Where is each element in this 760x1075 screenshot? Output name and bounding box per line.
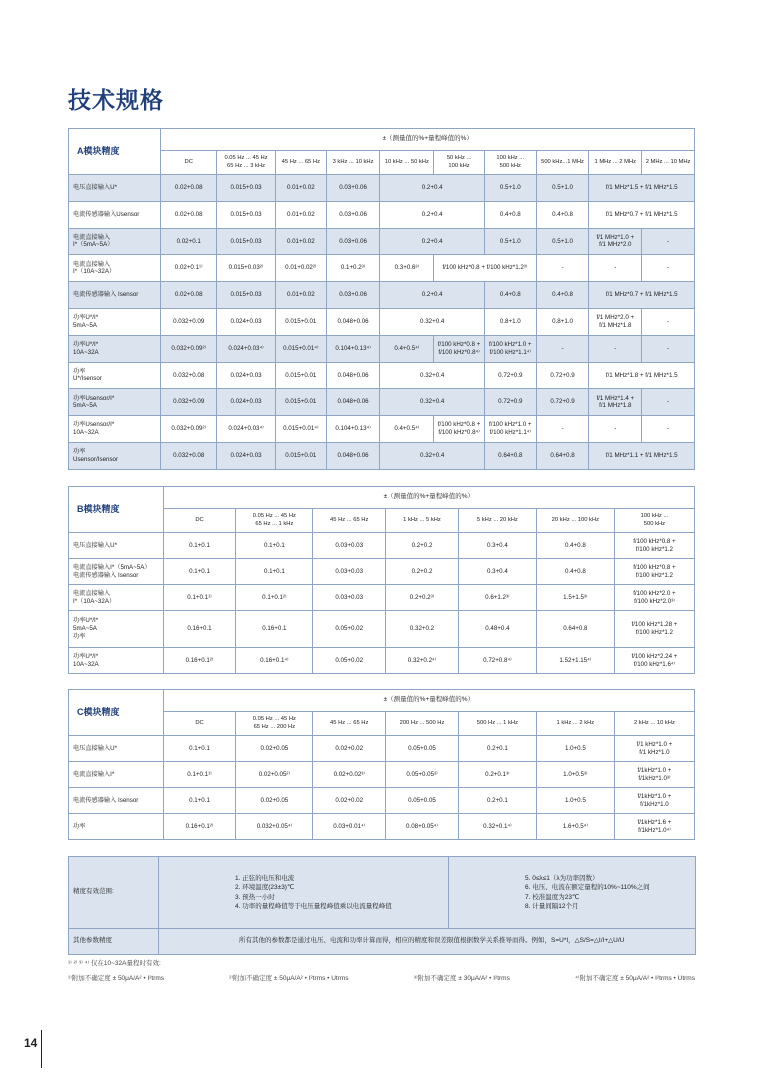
table-cell: 0.05+0.02	[313, 648, 386, 674]
table-cell: 0.024+0.03	[217, 389, 276, 416]
row-label: 电压直接输入U*	[69, 533, 164, 559]
validity-item: 5. 0≤λ≤1（λ为功率因数）	[525, 874, 599, 882]
table-row	[69, 533, 695, 559]
table-cell: 0.032+0.09	[161, 308, 217, 335]
table-cell: -	[642, 228, 695, 255]
table-cell: f/100 kHz*2.0 + f/100 kHz*2.0³⁾	[614, 585, 694, 611]
table-cell: 0.32+0.4	[380, 442, 484, 469]
table-cell: 0.02+0.05²⁾	[236, 762, 313, 788]
row-label: 功率U*/I* 5mA~5A 功率	[69, 611, 164, 648]
validity-item: 6. 电压、电流在额定量程的10%~110%之间	[525, 884, 650, 892]
table-cell: 0.8+1.0	[484, 308, 536, 335]
table-cell: 0.01+0.02	[275, 175, 326, 202]
notes-table	[68, 856, 696, 955]
row-label: 电压直接输入U*	[69, 175, 161, 202]
table-cell: 0.32+0.4	[380, 389, 484, 416]
table-row	[69, 362, 695, 389]
table-cell: 0.8+1.0	[536, 308, 589, 335]
frequency-column-header: DC	[161, 151, 217, 175]
frequency-column-header: 45 Hz ... 65 Hz	[275, 151, 326, 175]
table-cell: 0.4+0.8	[536, 533, 614, 559]
table-row	[69, 201, 695, 228]
table-cell: f/100 kHz*0.8 + f/100 kHz*1.2³⁾	[434, 255, 536, 282]
footnote-4: ⁴⁾附加不确定度 ± 50μA/A² • I²trms • Utrms	[575, 975, 695, 982]
footnote-1: ¹⁾附加不确定度 ± 50μA/A² • I²trms	[68, 975, 165, 982]
table-cell: 0.015+0.01	[275, 389, 326, 416]
table-cell: 0.2+0.2	[386, 559, 459, 585]
table-cell: 0.03+0.03	[313, 559, 386, 585]
table-cell: 0.2+0.2³⁾	[386, 585, 459, 611]
table-cell: 0.72+0.9	[484, 362, 536, 389]
table-cell: 0.032+0.09	[161, 389, 217, 416]
table-cell: 0.1+0.1	[163, 533, 236, 559]
table-cell: 0.032+0.09²⁾	[161, 416, 217, 443]
frequency-column-header: 3 kHz ... 10 kHz	[326, 151, 380, 175]
table-cell: 0.01+0.02²⁾	[275, 255, 326, 282]
table-cell: 0.032+0.09²⁾	[161, 335, 217, 362]
table-cell: 0.03+0.06	[326, 282, 380, 309]
measurement-header: ±（测量值的%+量程峰值的%）	[161, 129, 695, 151]
page-divider	[41, 1030, 42, 1068]
table-cell: 0.2+0.2	[386, 533, 459, 559]
table-cell: f/1 MHz*1.8 + f/1 MHz*1.5	[589, 362, 695, 389]
frequency-column-header: 0.05 Hz ... 45 Hz 65 Hz ... 1 kHz	[236, 509, 313, 533]
table-cell: 0.72+0.9	[484, 389, 536, 416]
table-cell: 0.32+0.2	[386, 611, 459, 648]
frequency-column-header: 10 kHz ... 50 kHz	[380, 151, 434, 175]
table-cell: 0.5+1.0	[484, 175, 536, 202]
table-cell: 0.01+0.02	[275, 282, 326, 309]
frequency-column-header: 2 MHz ... 10 MHz	[642, 151, 695, 175]
frequency-column-header: 50 kHz ... 100 kHz	[434, 151, 485, 175]
table-cell: 0.01+0.02	[275, 228, 326, 255]
table-cell: 0.64+0.8	[536, 611, 614, 648]
table-cell: 0.16+0.1	[236, 611, 313, 648]
table-cell: 0.015+0.03²⁾	[217, 255, 276, 282]
validity-list-right	[449, 857, 696, 929]
row-label: 电压直接输入U*	[69, 736, 164, 762]
table-row	[69, 648, 695, 674]
table-cell: -	[642, 308, 695, 335]
row-label: 电流直接输入 I*（10A~32A）	[69, 255, 161, 282]
table-cell: 0.08+0.05⁴⁾	[386, 814, 459, 840]
table-cell: 0.5+1.0	[484, 228, 536, 255]
table-cell: f/1 MHz*1.5 + f/1 MHz*1.5	[589, 175, 695, 202]
frequency-column-header: 5 kHz ... 20 kHz	[458, 509, 536, 533]
table-cell: f/1 MHz*1.1 + f/1 MHz*1.5	[589, 442, 695, 469]
frequency-column-header: 500 kHz...1 MHz	[536, 151, 589, 175]
table-cell: 0.03+0.06	[326, 228, 380, 255]
module-c-label: C模块精度	[69, 690, 164, 736]
table-cell: 0.16+0.1⁴⁾	[236, 648, 313, 674]
table-cell: 0.048+0.06	[326, 362, 380, 389]
table-cell: 0.48+0.4	[458, 611, 536, 648]
table-cell: f/1 MHz*1.0 + f/1 MHz*2.0	[589, 228, 642, 255]
table-cell: 0.1+0.1	[236, 559, 313, 585]
row-label: 功率U*/I* 10A~32A	[69, 648, 164, 674]
table-cell: f/1 MHz*1.4 + f/1 MHz*1.8	[589, 389, 642, 416]
page-title: 技术规格	[68, 87, 164, 113]
table-cell: 0.16+0.1²⁾	[163, 814, 236, 840]
table-cell: 0.4+0.8	[536, 282, 589, 309]
table-cell: 0.032+0.08	[161, 362, 217, 389]
table-cell: 0.1+0.1	[163, 788, 236, 814]
table-cell: f/100 kHz*0.8 + f/100 kHz*0.8⁴⁾	[434, 416, 485, 443]
table-cell: 0.015+0.01	[275, 442, 326, 469]
table-cell: 0.4+0.8	[484, 282, 536, 309]
table-cell: 0.104+0.13⁴⁾	[326, 416, 380, 443]
table-cell: 0.015+0.01⁴⁾	[275, 416, 326, 443]
table-cell: 0.3+0.6³⁾	[380, 255, 434, 282]
validity-item: 3. 预热一小时	[235, 893, 275, 901]
footnote-2: ²⁾附加不确定度 ± 50μA/A² • I²trms • Utrms	[229, 975, 349, 982]
validity-item: 4. 功率的量程峰值等于电压量程峰值乘以电流量程峰值	[235, 902, 392, 910]
table-cell: 0.015+0.03	[217, 282, 276, 309]
table-cell: f/100 kHz*2.24 + f/100 kHz*1.6⁴⁾	[614, 648, 694, 674]
validity-item: 1. 正弦的电压和电流	[235, 874, 295, 882]
table-cell: 0.2+0.1³⁾	[458, 762, 536, 788]
table-row	[69, 585, 695, 611]
table-cell: f/1 MHz*0.7 + f/1 MHz*1.5	[589, 201, 695, 228]
table-cell: 0.03+0.06	[326, 201, 380, 228]
table-cell: 0.03+0.01⁴⁾	[313, 814, 386, 840]
table-cell: 0.032+0.05⁴⁾	[236, 814, 313, 840]
row-label: 功率U*/I* 10A~32A	[69, 335, 161, 362]
table-cell: -	[536, 416, 589, 443]
frequency-column-header: DC	[163, 712, 236, 736]
table-cell: 1.6+0.5⁴⁾	[536, 814, 614, 840]
row-label: 功率Usensor/I* 10A~32A	[69, 416, 161, 443]
table-cell: 0.02+0.08	[161, 175, 217, 202]
module-b-label: B模块精度	[69, 487, 164, 533]
row-label: 功率 Usensor/Isensor	[69, 442, 161, 469]
row-label: 功率U*/I* 5mA~5A	[69, 308, 161, 335]
table-cell: 0.015+0.01⁴⁾	[275, 335, 326, 362]
table-cell: f/100 kHz*0.8 + f/100 kHz*0.8⁴⁾	[434, 335, 485, 362]
table-row	[69, 814, 695, 840]
table-cell: 0.02+0.1¹⁾	[161, 255, 217, 282]
table-cell: f/1kHz*1.0 + f/1kHz*1.0	[614, 788, 694, 814]
table-cell: 0.3+0.4	[458, 559, 536, 585]
table-cell: 0.64+0.8	[484, 442, 536, 469]
table-cell: 0.02+0.02	[313, 788, 386, 814]
table-cell: 0.024+0.03	[217, 442, 276, 469]
table-module-a	[68, 128, 695, 470]
table-cell: 0.32+0.4	[380, 308, 484, 335]
table-module-b	[68, 486, 695, 674]
table-cell: 0.02+0.02	[313, 736, 386, 762]
row-label: 功率 U*/Isensor	[69, 362, 161, 389]
table-cell: -	[536, 255, 589, 282]
validity-item: 7. 校准温度为23℃	[525, 893, 580, 901]
frequency-column-header: 20 kHz ... 100 kHz	[536, 509, 614, 533]
table-cell: 0.02+0.08	[161, 201, 217, 228]
table-row	[69, 416, 695, 443]
validity-item: 2. 环境温度(23±3)℃	[235, 884, 295, 892]
table-cell: 0.2+0.1	[458, 736, 536, 762]
frequency-column-header: 1 kHz ... 2 kHz	[536, 712, 614, 736]
validity-list-left	[159, 857, 449, 929]
table-cell: 0.05+0.05³⁾	[386, 762, 459, 788]
table-cell: 0.1+0.1	[163, 736, 236, 762]
table-cell: -	[589, 255, 642, 282]
table-cell: 0.4+0.5⁴⁾	[380, 335, 434, 362]
row-label: 功率Usensor/I* 5mA~5A	[69, 389, 161, 416]
footnotes-row	[68, 973, 695, 982]
table-cell: 0.015+0.03	[217, 228, 276, 255]
table-cell: 1.0+0.5	[536, 788, 614, 814]
page-number: 14	[24, 1036, 38, 1050]
frequency-column-header: 100 kHz ... 500 kHz	[484, 151, 536, 175]
table-cell: 0.2+0.4	[380, 282, 484, 309]
table-cell: 0.024+0.03	[217, 362, 276, 389]
table-row	[69, 282, 695, 309]
footnote-heading: ¹⁾ ²⁾ ³⁾ ⁴⁾ 仅在10~32A量程时有效:	[68, 960, 161, 967]
table-cell: 0.4+0.8	[484, 201, 536, 228]
table-cell: 0.4+0.8	[536, 559, 614, 585]
frequency-column-header: 200 Hz ... 500 Hz	[386, 712, 459, 736]
frequency-column-header: 1 kHz ... 5 kHz	[386, 509, 459, 533]
table-cell: 0.1+0.1¹⁾	[163, 585, 236, 611]
table-cell: f/1 MHz*2.0 + f/1 MHz*1.8	[589, 308, 642, 335]
table-cell: 0.02+0.05	[236, 788, 313, 814]
frequency-column-header: 45 Hz ... 65 Hz	[313, 509, 386, 533]
table-cell: 0.05+0.05	[386, 736, 459, 762]
table-cell: -	[642, 416, 695, 443]
row-label: 电流直接输入I*	[69, 762, 164, 788]
table-cell: 0.2+0.1	[458, 788, 536, 814]
table-row	[69, 228, 695, 255]
table-cell: 0.16+0.1²⁾	[163, 648, 236, 674]
table-cell: f/100 kHz*1.28 + f/100 kHz*1.2	[614, 611, 694, 648]
table-cell: -	[642, 255, 695, 282]
table-cell: 0.032+0.08	[161, 442, 217, 469]
table-cell: 0.2+0.4	[380, 175, 484, 202]
row-label: 功率	[69, 814, 164, 840]
table-cell: 0.024+0.03⁴⁾	[217, 416, 276, 443]
table-cell: 0.72+0.9	[536, 362, 589, 389]
table-cell: 0.16+0.1	[163, 611, 236, 648]
table-cell: 0.104+0.13⁴⁾	[326, 335, 380, 362]
table-cell: -	[589, 416, 642, 443]
table-row	[69, 308, 695, 335]
table-cell: 0.048+0.06	[326, 389, 380, 416]
row-label: 电流传感器输入 Isensor	[69, 788, 164, 814]
validity-item: 8. 计量间隔12个月	[525, 902, 579, 910]
table-row	[69, 736, 695, 762]
frequency-column-header: 2 kHz ... 10 kHz	[614, 712, 694, 736]
table-row	[69, 442, 695, 469]
measurement-header: ±（测量值的%+量程峰值的%）	[163, 690, 694, 712]
table-row	[69, 762, 695, 788]
table-cell: 0.1+0.1²⁾	[236, 585, 313, 611]
table-cell: 1.52+1.15⁴⁾	[536, 648, 614, 674]
table-cell: 0.015+0.01	[275, 308, 326, 335]
table-cell: 1.0+0.5	[536, 736, 614, 762]
table-row	[69, 255, 695, 282]
table-cell: 0.32+0.4	[380, 362, 484, 389]
table-cell: 0.02+0.05	[236, 736, 313, 762]
table-cell: 0.2+0.4	[380, 201, 484, 228]
row-label: 电流传感器输入Usensor	[69, 201, 161, 228]
table-cell: 0.01+0.02	[275, 201, 326, 228]
table-cell: 0.048+0.06	[326, 308, 380, 335]
table-cell: 0.015+0.03	[217, 201, 276, 228]
table-row	[69, 611, 695, 648]
table-cell: 0.015+0.03	[217, 175, 276, 202]
table-cell: 0.05+0.05	[386, 788, 459, 814]
measurement-header: ±（测量值的%+量程峰值的%）	[163, 487, 694, 509]
row-label: 电流传感器输入 Isensor	[69, 282, 161, 309]
validity-label: 精度有效范围:	[69, 857, 159, 929]
footnote-3: ³⁾附加不确定度 ± 30μA/A² • I²trms	[413, 975, 510, 982]
table-cell: 0.03+0.03	[313, 585, 386, 611]
table-cell: 0.32+0.2⁴⁾	[386, 648, 459, 674]
table-cell: 0.32+0.1⁴⁾	[458, 814, 536, 840]
table-cell: 0.2+0.4	[380, 228, 484, 255]
table-cell: -	[642, 389, 695, 416]
table-module-c	[68, 689, 695, 840]
table-cell: 0.02+0.1	[161, 228, 217, 255]
module-a-label: A模块精度	[69, 129, 161, 175]
table-row	[69, 559, 695, 585]
table-cell: f/100 kHz*1.0 + f/100 kHz*1.1⁴⁾	[484, 416, 536, 443]
table-cell: 0.03+0.06	[326, 175, 380, 202]
row-label: 电流直接输入 I*（10A~32A）	[69, 585, 164, 611]
table-cell: 0.6+1.2³⁾	[458, 585, 536, 611]
table-cell: f/1 MHz*0.7 + f/1 MHz*1.5	[589, 282, 695, 309]
table-cell: 0.1+0.1¹⁾	[163, 762, 236, 788]
table-cell: 0.4+0.8	[536, 201, 589, 228]
table-cell: 0.024+0.03	[217, 308, 276, 335]
table-cell: f/1kHz*1.0 + f/1kHz*1.0³⁾	[614, 762, 694, 788]
table-cell: 0.048+0.06	[326, 442, 380, 469]
table-cell: -	[642, 335, 695, 362]
frequency-column-header: 0.05 Hz ... 45 Hz 65 Hz ... 200 Hz	[236, 712, 313, 736]
table-cell: 0.024+0.03⁴⁾	[217, 335, 276, 362]
row-label: 电流直接输入I*（5mA~5A） 电流传感器输入 Isensor	[69, 559, 164, 585]
table-cell: f/100 kHz*0.8 + f/100 kHz*1.2	[614, 559, 694, 585]
table-cell: 0.72+0.8⁴⁾	[458, 648, 536, 674]
other-params-label: 其他参数精度	[69, 929, 159, 955]
table-cell: f/100 kHz*1.0 + f/100 kHz*1.1⁴⁾	[484, 335, 536, 362]
other-params-text: 所有其他的参数都是通过电压、电流和功率计算而得，相应的精度和误差限值根据数学关系推导而得。例如，S=U*I，△S/S=△I/I+△U/U	[159, 929, 696, 955]
table-cell: 0.5+1.0	[536, 175, 589, 202]
table-cell: 0.03+0.03	[313, 533, 386, 559]
table-cell: 1.5+1.5³⁾	[536, 585, 614, 611]
table-cell: 0.05+0.02	[313, 611, 386, 648]
table-cell: 0.02+0.02³⁾	[313, 762, 386, 788]
frequency-column-header: 45 Hz ... 65 Hz	[313, 712, 386, 736]
table-cell: 0.5+1.0	[536, 228, 589, 255]
table-cell: f/1 kHz*1.0 + f/1 kHz*1.0	[614, 736, 694, 762]
table-cell: 0.015+0.01	[275, 362, 326, 389]
table-row	[69, 389, 695, 416]
table-cell: 0.1+0.1	[236, 533, 313, 559]
row-label: 电流直接输入 I*（5mA~5A）	[69, 228, 161, 255]
frequency-column-header: 1 MHz ... 2 MHz	[589, 151, 642, 175]
table-cell: -	[536, 335, 589, 362]
table-cell: f/100 kHz*0.8 + f/100 kHz*1.2	[614, 533, 694, 559]
table-cell: 0.1+0.1	[163, 559, 236, 585]
frequency-column-header: 0.05 Hz ... 45 Hz 65 Hz ... 3 kHz	[217, 151, 276, 175]
table-cell: 0.02+0.08	[161, 282, 217, 309]
frequency-column-header: DC	[163, 509, 236, 533]
table-cell: f/1kHz*1.6 + f/1kHz*1.0⁴⁾	[614, 814, 694, 840]
table-cell: 0.4+0.5⁴⁾	[380, 416, 434, 443]
table-cell: 0.64+0.8	[536, 442, 589, 469]
table-cell: -	[589, 335, 642, 362]
table-row	[69, 335, 695, 362]
table-row	[69, 788, 695, 814]
table-row	[69, 175, 695, 202]
frequency-column-header: 500 Hz ... 1 kHz	[458, 712, 536, 736]
table-cell: 0.1+0.2³⁾	[326, 255, 380, 282]
table-cell: 0.3+0.4	[458, 533, 536, 559]
table-cell: 1.0+0.5³⁾	[536, 762, 614, 788]
frequency-column-header: 100 kHz ... 500 kHz	[614, 509, 694, 533]
table-cell: 0.72+0.9	[536, 389, 589, 416]
